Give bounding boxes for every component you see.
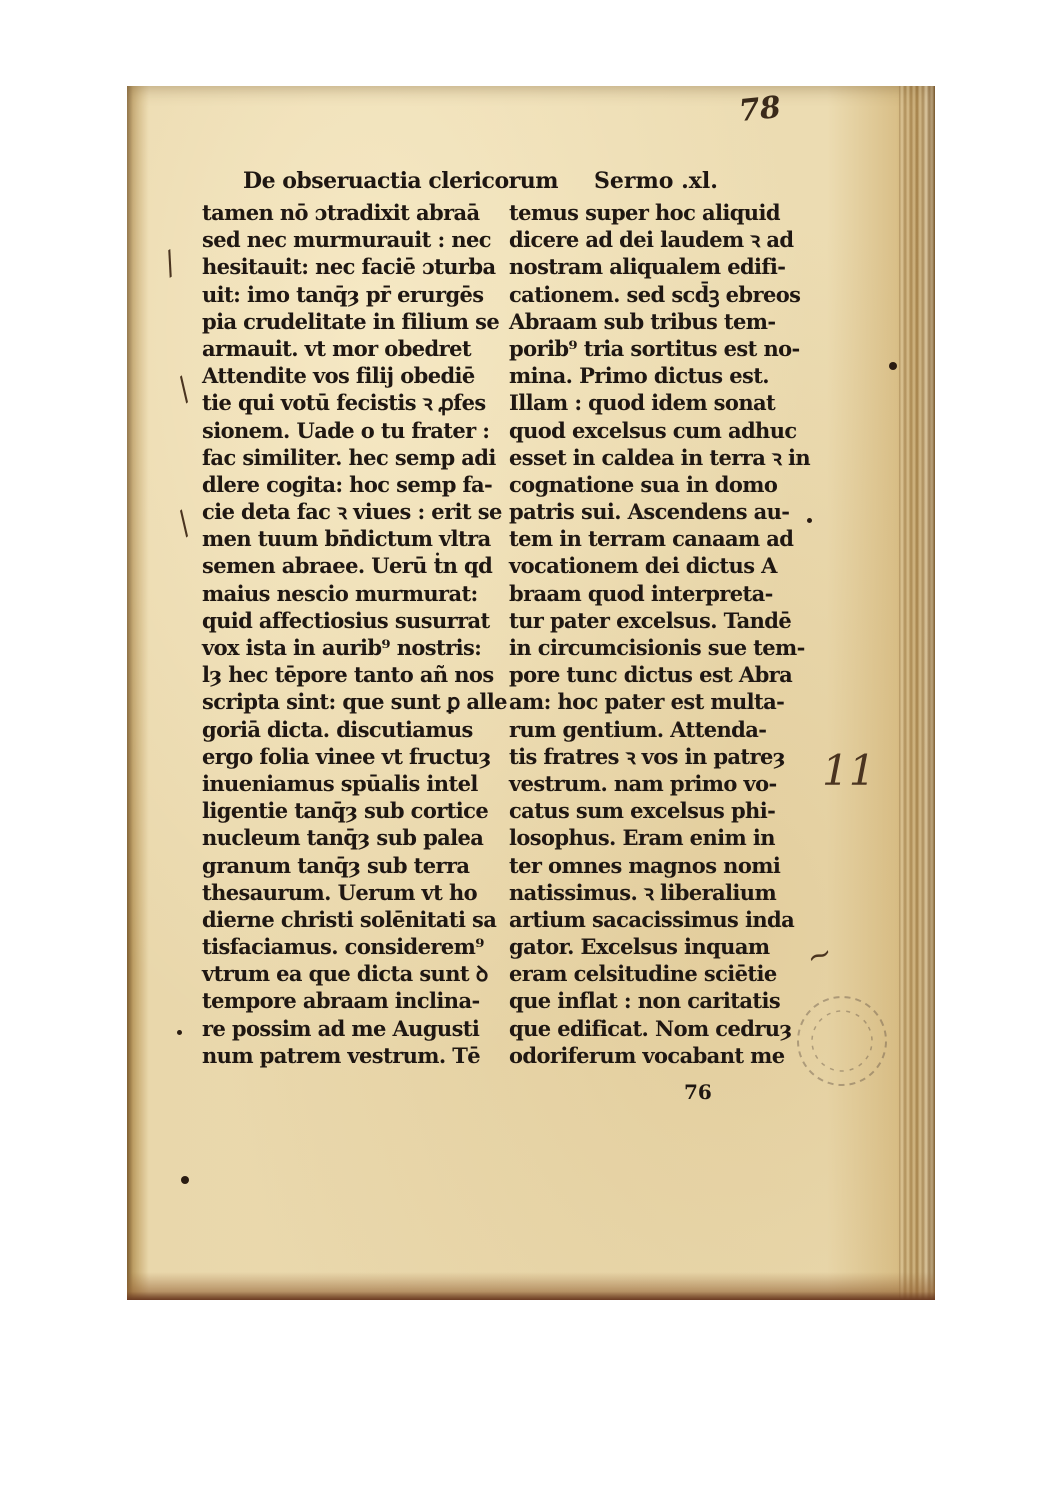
text-line: inueniamus spūalis intel: [202, 770, 478, 796]
margin-stroke-mark: /: [168, 506, 200, 541]
text-line: tisfaciamus. considerem⁹: [202, 934, 484, 960]
text-line: sed nec murmurauit : nec: [202, 227, 491, 253]
text-line: quid affectiosius susurrat: [202, 607, 490, 633]
manuscript-scan: [127, 86, 935, 1300]
text-line: cognatione sua in domo: [509, 471, 778, 497]
text-line: ligentie tanq̄ȝ sub cortice: [202, 798, 489, 824]
margin-stroke-mark: /: [156, 245, 184, 282]
ink-dot: [181, 1176, 189, 1184]
text-line: dicere ad dei laudem ꝛ ad: [509, 227, 794, 253]
signature-mark: 76: [684, 1080, 712, 1104]
page-edge-right: [899, 86, 935, 1300]
text-line: dierne christi solēnitati sa: [202, 906, 497, 932]
text-line: ter omnes magnos nomi: [509, 852, 781, 878]
text-line: braam quod interpreta-: [509, 580, 773, 606]
text-line: mina. Primo dictus est.: [509, 363, 770, 389]
text-line: lȝ hec tēpore tanto añ nos: [202, 662, 494, 688]
text-line: granum tanq̄ȝ sub terra: [202, 852, 470, 878]
running-head-right: Sermo .xl.: [594, 168, 718, 194]
text-line: quod excelsus cum adhuc: [509, 417, 797, 443]
text-line: semen abraee. Uerū ṫn qd: [202, 553, 493, 579]
text-line: Attendite vos filij obediē: [202, 363, 475, 389]
text-line: vtrum ea que dicta sunt ꝺ: [202, 961, 488, 987]
text-line: Abraam sub tribus tem-: [509, 308, 776, 334]
text-line: tur pater excelsus. Tandē: [509, 607, 792, 633]
text-line: que inflat : non caritatis: [509, 988, 781, 1014]
right-text-column: [509, 199, 811, 1069]
text-line: cie deta fac ꝛ viues : erit se: [202, 499, 502, 525]
running-head-left: De obseruactia clericorum: [243, 168, 558, 194]
text-line: catus sum excelsus phi-: [509, 798, 776, 824]
page-edge-bottom: [127, 1272, 935, 1300]
text-line: nucleum tanq̄ȝ sub palea: [202, 825, 484, 851]
text-line: natissimus. ꝛ liberalium: [509, 879, 777, 905]
text-line: scripta sint: que sunt ꝑ alle: [202, 689, 507, 715]
text-line: gator. Excelsus inquam: [509, 934, 770, 960]
text-line: pore tunc dictus est Abra: [509, 662, 793, 688]
margin-stroke-mark: /: [168, 372, 200, 407]
text-line: odoriferum vocabant me: [509, 1042, 785, 1068]
text-line: Illam : quod idem sonat: [509, 390, 776, 416]
text-line: vocationem dei dictus A: [509, 553, 777, 579]
text-line: eram celsitudine sciētie: [509, 961, 777, 987]
margin-numeral: 11: [822, 746, 876, 795]
text-line: sionem. Uade o tu frater :: [202, 417, 490, 443]
text-line: goriā dicta. discutiamus: [202, 716, 473, 742]
left-text-column: [202, 199, 507, 1069]
text-line: tie qui votū fecistis ꝛ ꝓfes: [202, 390, 486, 416]
text-line: vestrum. nam primo vo-: [509, 770, 777, 796]
text-line: am: hoc pater est multa-: [509, 689, 785, 715]
ink-dot: [177, 1030, 182, 1035]
ink-dot: [807, 518, 812, 523]
text-line: uit: imo tanq̄ȝ pr̄ erurgēs: [202, 281, 484, 307]
text-line: maius nescio murmurat:: [202, 580, 478, 606]
text-line: rum gentium. Attenda-: [509, 716, 767, 742]
text-line: tempore abraam inclina-: [202, 988, 480, 1014]
text-line: tis fratres ꝛ vos in patreȝ: [509, 743, 785, 769]
folio-number: 78: [737, 89, 783, 130]
text-line: armauit. vt mor obedret: [202, 335, 471, 361]
ink-dot: [889, 362, 897, 370]
text-line: ergo folia vinee vt fructuȝ: [202, 743, 491, 769]
text-line: nostram aliqualem edifi-: [509, 254, 786, 280]
margin-stroke-mark: ~: [801, 934, 838, 977]
text-line: porib⁹ tria sortitus est no-: [509, 335, 800, 361]
text-line: re possim ad me Augusti: [202, 1015, 480, 1041]
text-line: num patrem vestrum. Tē: [202, 1042, 481, 1068]
text-line: artium sacacissimus inda: [509, 906, 795, 932]
text-line: pia crudelitate in filium se: [202, 308, 500, 334]
text-line: esset in caldea in terra ꝛ in: [509, 444, 811, 470]
text-line: cationem. sed scd̄ꝫ ebreos: [509, 281, 801, 307]
text-line: tem in terram canaam ad: [509, 526, 794, 552]
text-line: que edificat. Nom cedruȝ: [509, 1015, 792, 1041]
text-line: vox ista in aurib⁹ nostris:: [202, 635, 482, 660]
text-line: thesaurum. Uerum vt ho: [202, 879, 478, 905]
text-line: in circumcisionis sue tem-: [509, 635, 805, 660]
text-line: fac similiter. hec semp adi: [202, 444, 496, 470]
text-line: patris sui. Ascendens au-: [509, 499, 790, 525]
text-line: losophus. Eram enim in: [509, 825, 775, 851]
text-line: tamen nō ɔtradixit abraā: [202, 200, 480, 225]
text-line: temus super hoc aliquid: [509, 200, 780, 225]
text-line: men tuum bn̄dictum vltra: [202, 526, 491, 552]
text-line: hesitauit: nec faciē ɔturba: [202, 254, 496, 280]
text-line: dlere cogita: hoc semp fa-: [202, 471, 493, 497]
